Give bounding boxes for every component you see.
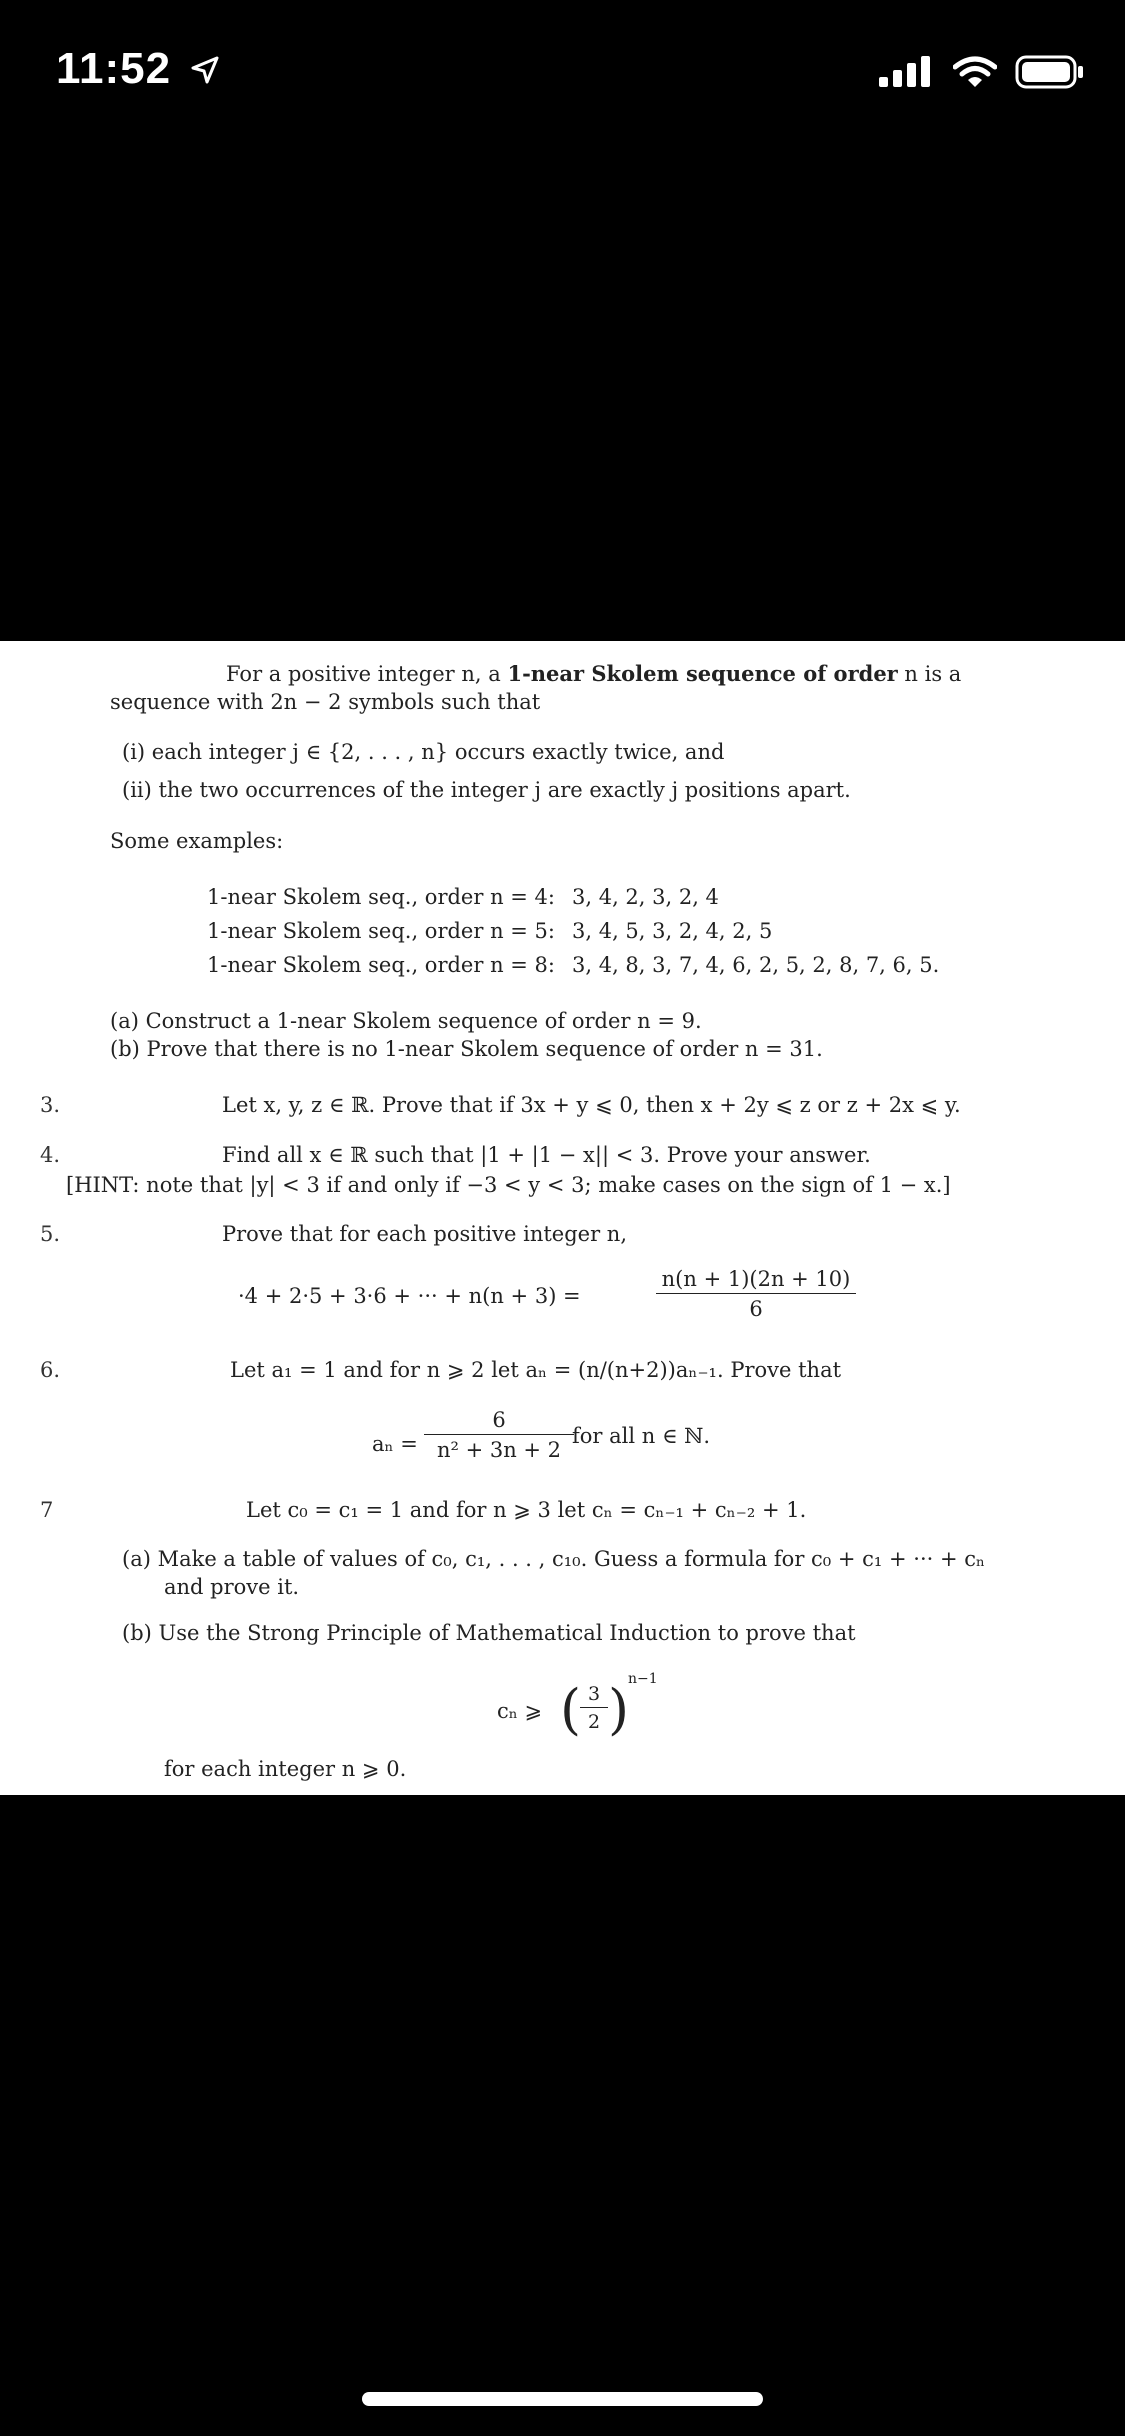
condition-ii: (ii) the two occurrences of the integer j are exactly j positions apart. [122, 778, 851, 802]
problem-7-part-b: (b) Use the Strong Principle of Mathematical Induction to prove that [122, 1621, 856, 1645]
battery-icon [1015, 54, 1085, 90]
problem-7-exponent: n−1 [628, 1671, 658, 1687]
problem-7-number: 7 [40, 1498, 54, 1522]
problem-7-text: Let c₀ = c₁ = 1 and for n ⩾ 3 let cₙ = cₙ₋₁ + cₙ₋₂ + 1. [246, 1498, 807, 1522]
example-seq-1: 3, 4, 2, 3, 2, 4 [572, 885, 719, 909]
location-arrow-icon [190, 55, 220, 85]
problem-6-fraction [424, 1408, 574, 1462]
cellular-signal-icon [877, 55, 935, 89]
problem-7-base-fraction [580, 1683, 608, 1733]
problem-5-lhs: ·4 + 2·5 + 3·6 + ··· + n(n + 3) = [238, 1284, 581, 1308]
problem-5-fraction [656, 1267, 856, 1321]
examples-heading: Some examples: [110, 829, 284, 853]
problem-7-base-numerator: 3 [580, 1683, 608, 1708]
problem-6-tail: for all n ∈ ℕ. [572, 1424, 711, 1448]
problem-5-text: Prove that for each positive integer n, [222, 1222, 628, 1246]
left-paren-icon: ( [560, 1678, 582, 1741]
example-label-1: 1-near Skolem seq., order n = 4: [207, 885, 555, 909]
clock-label: 11:52 [56, 44, 172, 93]
right-paren-icon: ) [608, 1678, 630, 1741]
problem-7-base-denominator: 2 [587, 1711, 601, 1733]
problem-3-text: Let x, y, z ∈ ℝ. Prove that if 3x + y ⩽ 0, then x + 2y ⩽ z or z + 2x ⩽ y. [222, 1093, 961, 1117]
part-b: (b) Prove that there is no 1-near Skolem sequence of order n = 31. [110, 1037, 823, 1061]
home-indicator[interactable] [362, 2392, 763, 2406]
problem-6-lhs: aₙ = [372, 1432, 418, 1456]
problem-4-text: Find all x ∈ ℝ such that |1 + |1 − x|| < 3. Prove your answer. [222, 1143, 871, 1167]
problem-7-inequality-lhs: cₙ ⩾ [497, 1699, 543, 1723]
problem-5-number: 5. [40, 1222, 61, 1246]
problem-6-number: 6. [40, 1358, 61, 1382]
example-seq-3: 3, 4, 8, 3, 7, 4, 6, 2, 5, 2, 8, 7, 6, 5. [572, 953, 940, 977]
example-label-2: 1-near Skolem seq., order n = 5: [207, 919, 555, 943]
problem-6-fraction-denominator: n² + 3n + 2 [436, 1438, 562, 1462]
intro-line-2: sequence with 2n − 2 symbols such that [110, 690, 541, 714]
problem-6-text: Let a₁ = 1 and for n ⩾ 2 let aₙ = (n/(n+2))aₙ₋₁. Prove that [230, 1358, 842, 1382]
problem-7-part-a-line-2: and prove it. [164, 1575, 300, 1599]
wifi-icon [953, 55, 997, 89]
example-label-3: 1-near Skolem seq., order n = 8: [207, 953, 555, 977]
condition-i: (i) each integer j ∈ {2, . . . , n} occurs exactly twice, and [122, 740, 725, 764]
problem-6-fraction-numerator: 6 [424, 1408, 574, 1435]
status-time [56, 44, 220, 94]
status-icons [877, 52, 1085, 92]
problem-4-number: 4. [40, 1143, 61, 1167]
problem-7-part-a-line-1: (a) Make a table of values of c₀, c₁, . . . , c₁₀. Guess a formula for c₀ + c₁ + ··· + cₙ [122, 1547, 986, 1571]
problem-5-fraction-denominator: 6 [749, 1297, 763, 1321]
problem-7-tail: for each integer n ⩾ 0. [164, 1757, 407, 1781]
problem-5-fraction-numerator: n(n + 1)(2n + 10) [656, 1267, 856, 1294]
problem-3-number: 3. [40, 1093, 61, 1117]
problem-4-hint: [HINT: note that |y| < 3 if and only if −3 < y < 3; make cases on the sign of 1 − x.] [66, 1173, 951, 1197]
intro-line-1: For a positive integer n, a 1-near Skolem sequence of order n is a [226, 661, 962, 686]
part-a: (a) Construct a 1-near Skolem sequence of order n = 9. [110, 1009, 702, 1033]
document-page [0, 641, 1125, 1795]
example-seq-2: 3, 4, 5, 3, 2, 4, 2, 5 [572, 919, 773, 943]
